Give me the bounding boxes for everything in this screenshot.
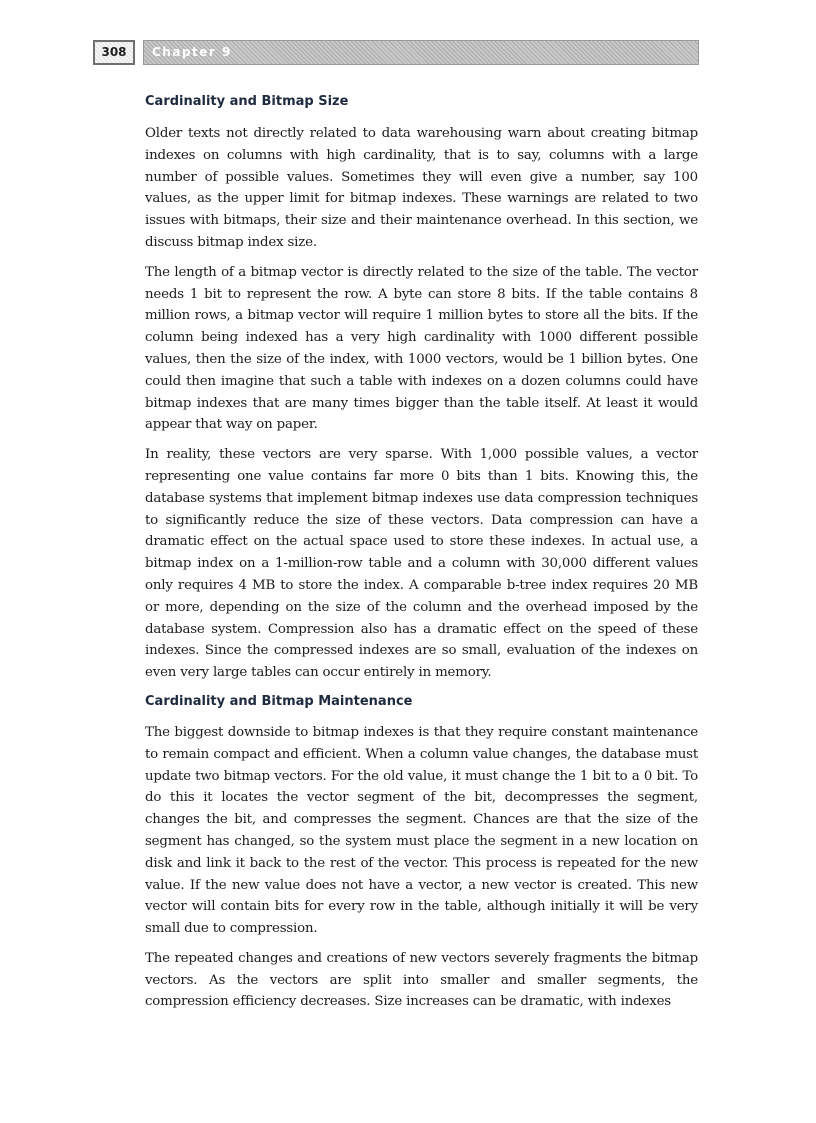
chapter-label: Chapter 9 <box>152 45 232 59</box>
section-heading: Cardinality and Bitmap Size <box>145 94 349 109</box>
body-paragraph: The length of a bitmap vector is directly related to the size of the table. The vector needs 1 bit to represent the row. A byte can store 8 bits. If the table contains 8 million rows, a bitmap vector will require 1 million bytes to store all the bits. If the column being indexed has a very high cardinality with 1000 different possible values, then the size of the index, with 1000 vectors, would be 1 billion bytes. One could then imagine that such a table with indexes on a dozen columns could have bitmap indexes that are many times bigger than the table itself. At least it would appear that way on paper. <box>145 264 698 433</box>
body-paragraph: Older texts not directly related to data warehousing warn about creating bitmap indexes on columns with high cardinality, that is to say, columns with a large number of possible values. Sometimes they will even give a number, say 100 values, as the upper limit for bitmap indexes. These warnings are related to two issues with bitmaps, their size and their maintenance overhead. In this section, we discuss bitmap index size. <box>145 126 698 250</box>
chapter-header-bar <box>143 40 699 65</box>
page-body <box>145 91 698 1013</box>
body-paragraph: The biggest downside to bitmap indexes is that they require constant maintenance to remain compact and efficient. When a column value changes, the database must update two bitmap vectors. For the old value, it must change the 1 bit to a 0 bit. To do this it locates the vector segment of the bit, decompresses the segment, changes the bit, and compresses the segment. Chances are that the size of the segment has changed, so the system must place the segment in a new location on disk and link it back to the rest of the vector. This process is repeated for the new value. If the new value does not have a vector, a new vector is created. This new vector will contain bits for every row in the table, although initially it will be very small due to compression. <box>145 724 698 937</box>
page-number: 308 <box>93 40 135 65</box>
body-paragraph: In reality, these vectors are very sparse. With 1,000 possible values, a vector representing one value contains far more 0 bits than 1 bits. Knowing this, the database systems that implement bitmap indexes use data compression techniques to significantly reduce the size of these vectors. Data compression can have a dramatic effect on the actual space used to store these indexes. In actual use, a bitmap index on a 1-million-row table and a column with 30,000 different values only requires 4 MB to store the index. A comparable b-tree index requires 20 MB or more, depending on the size of the column and the overhead imposed by the database system. Compression also has a dramatic effect on the speed of these indexes. Since the compressed indexes are so small, evaluation of the indexes on even very large tables can occur entirely in memory. <box>145 447 698 681</box>
running-header <box>93 40 699 65</box>
body-paragraph: The repeated changes and creations of new vectors severely fragments the bitmap vectors. As the vectors are split into smaller and smaller segments, the compression efficiency decreases. Size increases can be dramatic, with indexes <box>145 950 698 1010</box>
section-heading: Cardinality and Bitmap Maintenance <box>145 693 413 709</box>
